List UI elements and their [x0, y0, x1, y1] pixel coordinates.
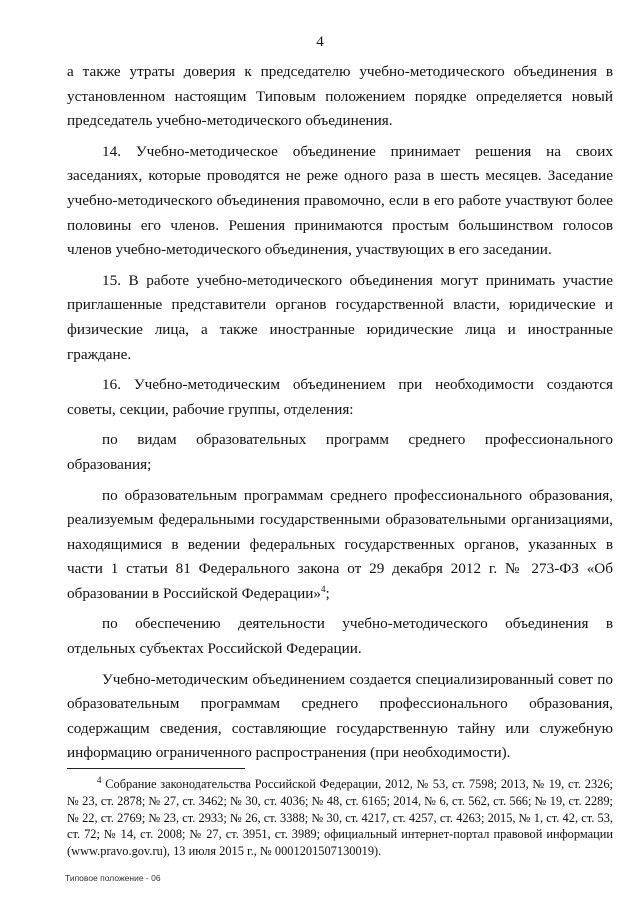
- list-item-federal-organizations-text: по образовательным программам среднего профессионального образования, реализуемым федеральными государственными образовательными организациями, находящимися в ведении федеральных государственных органов, указанных в части 1 статьи 81 Федерального закона от 29 декабря 2012 г. № 273-ФЗ «Об образовании в Российской Федерации»: [67, 486, 613, 602]
- page-number: 4: [316, 34, 324, 50]
- list-item-regional-support: по обеспечению деятельности учебно-методического объединения в отдельных субъектах Российской Федерации.: [67, 615, 613, 658]
- footnote-text: Собрание законодательства Российской Федерации, 2012, № 53, ст. 7598; 2013, № 19, ст. 2326; № 23, ст. 2878; № 27, ст. 3462; № 30, ст. 4036; № 48, ст. 6165; 2014, № 6, ст. 562, ст. 566; № 19, ст. 2289; № 22, ст. 2769; № 23, ст. 2933; № 26, ст. 3388; № 30, ст. 4217, ст. 4257, ст. 4263; 2015, № 1, ст. 42, ст. 53, ст. 72; № 14, ст. 2008; № 27, ст. 3951, ст. 3989; официальный интернет-портал правовой информации (www.pravo.gov.ru), 13 июля 2015 г., № 0001201507130019).: [67, 777, 613, 859]
- paragraph-continuation: а также утраты доверия к председателю учебно-методического объединения в установленном настоящим Типовым положением порядке определяется новый председатель учебно-методического объединения.: [67, 63, 613, 130]
- footnote-marker: 4: [97, 774, 102, 785]
- paragraph-16: 16. Учебно-методическим объединением при необходимости создаются советы, секции, рабочие группы, отделения:: [67, 376, 613, 418]
- list-item-program-types: по видам образовательных программ среднего профессионального образования;: [67, 431, 613, 473]
- page-footer-label: Типовое положение - 06: [65, 873, 161, 883]
- footnote: [67, 776, 613, 860]
- list-item-federal-organizations: [67, 484, 613, 607]
- paragraph-14: 14. Учебно-методическое объединение принимает решения на своих заседаниях, которые проводятся не реже одного раза в шесть месяцев. Заседание учебно-методического объединения правомочно, если в его работе участвуют более половины его членов. Решения принимаются простым большинством голосов членов учебно-методического объединения, участвующих в его заседании.: [67, 142, 613, 259]
- footnote-separator: [67, 768, 245, 769]
- paragraph-15: 15. В работе учебно-методического объединения могут принимать участие приглашенные представители органов государственной власти, юридические и физические лица, а также иностранные юридические лица и иностранные граждане.: [67, 271, 613, 363]
- document-body: [67, 60, 613, 772]
- list-item-federal-organizations-end: ;: [325, 584, 330, 602]
- paragraph-specialized-council: Учебно-методическим объединением создается специализированный совет по образовательным программам среднего профессионального образования, содержащим сведения, составляющие государственную тайну или служебную информацию ограниченного распространения (при необходимости).: [67, 670, 613, 762]
- footnote-reference[interactable]: 4: [320, 583, 326, 594]
